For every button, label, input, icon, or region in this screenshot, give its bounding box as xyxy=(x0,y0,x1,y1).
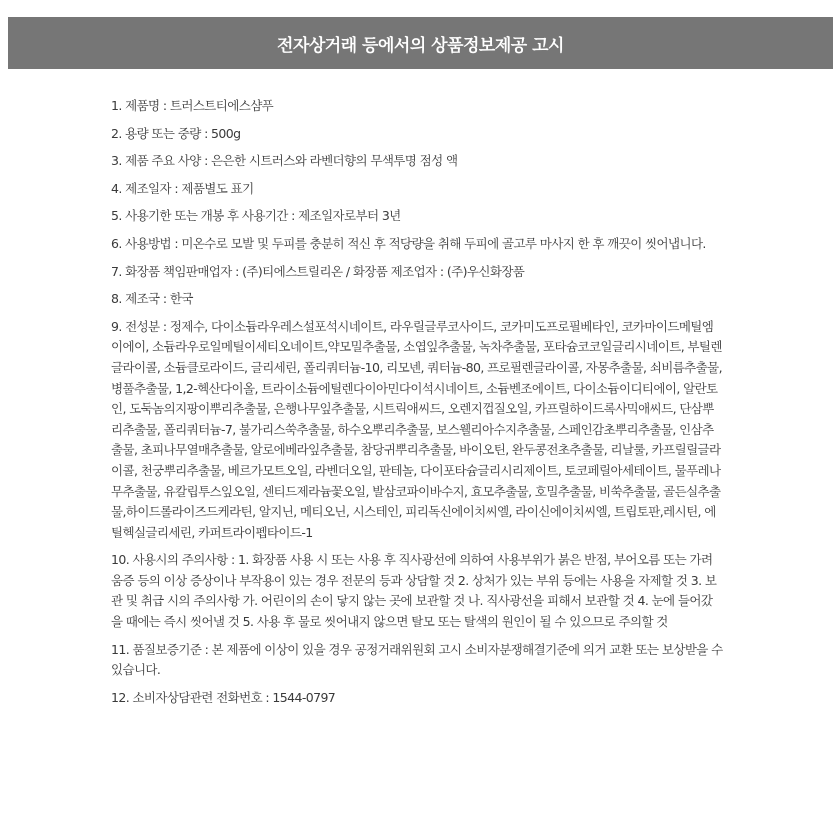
info-item-quality-guarantee: 11. 품질보증기준 : 본 제품에 이상이 있을 경우 공정거래위원회 고시 소비자분쟁해결기준에 의거 교환 또는 보상받을 수 있습니다. xyxy=(111,641,723,678)
info-item-cautions: 10. 사용시의 주의사항 : 1. 화장품 사용 시 또는 사용 후 직사광선에 의하여 사용부위가 붉은 반점, 부어오름 또는 가려움증 등의 이상 증상이나 부작용이 있는 경우 전문의 등과 상담할 것 2. 상처가 있는 부위 등에는 사용을 자제할 것 3. 보관 및 취급 시의 주의사항 가. 어린이의 손이 닿지 않는 곳에 보관할 것 나. 직사광선을 피해서 보관할 것 4. 눈에 들어갔을 때에는 즉시 씻어낼 것 5. 사용 후 물로 씻어내지 않으면 탈모 또는 탈색의 원인이 될 수 있으므로 주의할 것 xyxy=(111,552,717,630)
page-title: 전자상거래 등에서의 상품정보제공 고시 xyxy=(277,35,564,56)
info-item-usage: 6. 사용방법 : 미온수로 모발 및 두피를 충분히 적신 후 적당량을 취해 두피에 골고루 마사지 한 후 깨끗이 씻어냅니다. xyxy=(111,235,706,251)
info-item-manufacturer: 7. 화장품 책임판매업자 : (주)티에스트릴리온 / 화장품 제조업자 : (주)우신화장품 xyxy=(111,263,525,279)
info-item-expiry: 5. 사용기한 또는 개봉 후 사용기간 : 제조일자로부터 3년 xyxy=(111,208,401,224)
info-item-product-name: 1. 제품명 : 트러스트티에스샴푸 xyxy=(111,98,274,113)
info-item-manufacture-date: 4. 제조일자 : 제품별도 표기 xyxy=(111,180,254,196)
info-item-volume: 2. 용량 또는 중량 : 500g xyxy=(111,125,241,141)
info-item-contact-phone: 12. 소비자상담관련 전화번호 : 1544-0797 xyxy=(111,689,336,705)
product-info-list xyxy=(111,96,723,715)
info-item-specification: 3. 제품 주요 사양 : 은은한 시트러스와 라벤더향의 무색투명 점성 액 xyxy=(111,153,458,169)
info-item-ingredients: 9. 전성분 : 정제수, 다이소듐라우레스설포석시네이트, 라우릴글루코사이드, 코카미도프로필베타인, 코카마이드메틸엠이에이, 소듐라우로일메틸이세티오네이트,약모밀추출물, 소엽잎추출물, 녹차추출물, 포타슘코코일글리시네이트, 부틸렌글라이콜, 소듐클로라이드, 글리세린, 폴리쿼터늄-10, 리모넨, 쿼터늄-80, 프로필렌글라이콜, 자몽추출물, 쇠비름추출물, 병풀추출물, 1,2-헥산다이올, 트라이소듐에틸렌다이아민다이석시네이트, 소듐벤조에이트, 다이소듐이디티에이, 알란토인, 도둑놈의지팡이뿌리추출물, 은행나무잎추출물, 시트릭애씨드, 오렌지껍질오일, 카프릴하이드록사믹애씨드, 단삼뿌리추출물, 폴리쿼터늄-7, 불가리스쑥추출물, 하수오뿌리추출물, 보스웰리아수지추출물, 스페인감초뿌리추출물, 인삼추출물, 초피나무열매추출물, 알로에베라잎추출물, 참당귀뿌리추출물, 바이오틴, 완두콩전초추출물, 리날룰, 카프릴릴글라이콜, 천궁뿌리추출물, 베르가모트오일, 라벤더오일, 판테놀, 다이포타슘글리시리제이트, 토코페릴아세테이트, 물푸레나무추출물, 유칼립투스잎오일, 센티드제라늄꽃오일, 발삼코파이바수지, 효모추출물, 호밀추출물, 비쑥추출물, 골든실추출물,하이드롤라이즈드케라틴, 알지닌, 메티오닌, 시스테인, 피리독신에이치씨엘, 라이신에이치씨엘, 트립토판,레시틴, 에틸헥실글리세린, 카퍼트라이펩타이드-1 xyxy=(111,318,722,540)
info-item-country: 8. 제조국 : 한국 xyxy=(111,291,193,307)
header-bar xyxy=(8,17,833,69)
